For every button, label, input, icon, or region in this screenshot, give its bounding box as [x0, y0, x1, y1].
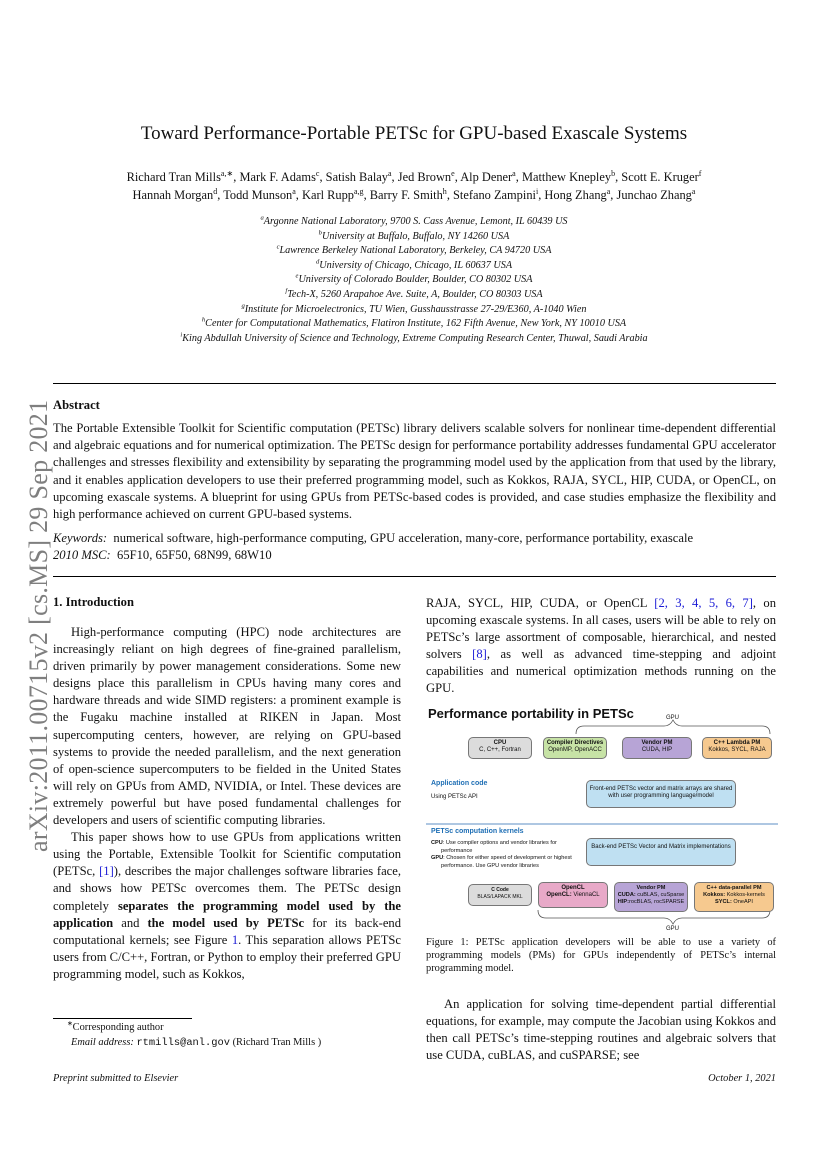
backend-box: Back-end PETSc Vector and Matrix implementations: [586, 838, 736, 866]
box-sub-label: HIP:: [617, 899, 629, 905]
email-label: Email address:: [71, 1036, 134, 1048]
author-affiliation-mark: a: [387, 168, 392, 178]
affiliation-text: Tech-X, 5260 Arapahoe Ave. Suite, A, Boulder, CO 80303 USA: [287, 288, 543, 300]
box-title: CPU: [493, 740, 507, 746]
author-name: Karl Rupp: [302, 188, 354, 202]
bold-run: the model used by PETSc: [147, 915, 305, 930]
author-affiliation-mark: d: [213, 186, 218, 196]
msc-text: 65F10, 65F50, 68N99, 68W10: [117, 548, 272, 563]
opencl-box: [538, 882, 608, 908]
app-code-sub: Using PETSc API: [431, 794, 478, 800]
affiliation-item: [90, 244, 738, 259]
box-sub: Kokkos-kernels: [725, 892, 765, 898]
abstract-top-rule: [53, 383, 776, 384]
text-run: and: [113, 915, 148, 930]
box-sub-label: OpenCL:: [546, 892, 572, 899]
affiliation-text: Institute for Microelectronics, TU Wien, Gusshausstrasse 27-29/E360, A-1040 Wien: [244, 303, 587, 315]
affiliation-mark: e: [295, 272, 299, 280]
kernels-notes: [431, 840, 581, 870]
author-name: Stefano Zampini: [453, 188, 536, 202]
keywords-label: Keywords:: [53, 531, 108, 545]
author-list: [60, 168, 768, 204]
app-code-title: Application code: [431, 780, 488, 787]
abstract-bottom-rule: [53, 576, 776, 577]
author-affiliation-mark: a: [512, 168, 516, 178]
text-run: , as well as advanced time-stepping and adjoint capabilities and numerical optimization methods running on the GPU.: [426, 647, 777, 696]
text-run: RAJA, SYCL, HIP, CUDA, or OpenCL: [426, 596, 655, 610]
intro-column-left: [53, 624, 401, 983]
box-title: Vendor PM: [641, 740, 673, 746]
kernels-title: PETSc computation kernels: [431, 828, 524, 835]
box-title: OpenCL: [561, 885, 585, 891]
author-affiliation-mark: a: [606, 186, 611, 196]
author-name: Alp Dener: [460, 170, 513, 184]
email-owner: (Richard Tran Mills ): [229, 1036, 322, 1048]
author-line-2: [60, 186, 768, 204]
cpu-box: [468, 737, 532, 759]
box-sub-label: CUDA:: [617, 892, 636, 898]
keywords-text: numerical software, high-performance computing, GPU acceleration, many-core, performance portability, exascale: [113, 531, 694, 545]
box-sub: cuBLAS, cuSparse: [635, 892, 685, 898]
note-label: CPU: [431, 840, 443, 846]
abstract-text: The Portable Extensible Toolkit for Scientific computation (PETSc) library delivers scalable solvers for nonlinear time-dependent differential and algebraic equations and for numerical optimization. The PETSc design for performance portability addresses fundamental GPU accelerator challenges and stresses flexibility and extensibility by separating the programming model used by the application from that used by the library, and it enables application developers to use their preferred programming model, such as Kokkos, RAJA, SYCL, HIP, CUDA, or OpenCL, on upcoming exascale systems. A blueprint for using GPUs from PETSc-based codes is provided, and case studies emphasize the flexibility and high performance achieved on current GPU-based systems.: [53, 421, 776, 522]
footer-left: Preprint submitted to Elsevier: [53, 1073, 179, 1084]
cpp-data-parallel-box: [694, 882, 774, 912]
affiliation-text: University of Chicago, Chicago, IL 60637 USA: [319, 259, 513, 271]
author-name: Mark F. Adams: [239, 170, 316, 184]
text-run: ), describes the major challenges software libraries face, and shows how PETSc overcomes them. The PETSc design completely: [53, 864, 401, 913]
box-sub: CUDA, HIP: [641, 747, 673, 754]
section-heading: 1. Introduction: [53, 595, 134, 609]
abstract-heading: Abstract: [53, 398, 100, 412]
c-code-box: [468, 884, 532, 906]
affiliation-item: [90, 288, 738, 303]
footer-right: October 1, 2021: [708, 1073, 776, 1084]
author-affiliation-mark: a: [691, 186, 696, 196]
affiliation-item: [90, 332, 738, 347]
author-separator: ,: [233, 170, 240, 184]
keywords-block: [53, 530, 693, 564]
intro-paragraph-4: An application for solving time-dependent partial differential equations, for example, may compute the Jacobian using Kokkos and then call PETSc’s time-stepping routines and algebraic solvers that use CUDA, cuBLAS, and cuSPARSE; see: [426, 997, 776, 1063]
affiliation-text: Center for Computational Mathematics, Flatiron Institute, 162 Fifth Avenue, New York, NY 10010 USA: [205, 318, 627, 330]
affiliation-item: [90, 215, 738, 230]
gpu-label-top: GPU: [666, 715, 680, 721]
box-title: Compiler Directives: [546, 740, 604, 746]
affiliation-mark: g: [241, 302, 245, 310]
arxiv-stamp: arXiv:2011.00715v2 [cs.MS] 29 Sep 2021: [24, 399, 53, 852]
vendor-pm-box-top: [622, 737, 692, 759]
affiliation-mark: c: [276, 243, 280, 251]
box-sub-label: Kokkos:: [703, 892, 726, 898]
author-name: Todd Munson: [223, 188, 293, 202]
box-sub: OneAPI: [731, 899, 753, 905]
author-line-1: [60, 168, 768, 186]
citation-link[interactable]: [1]: [99, 864, 114, 879]
author-affiliation-mark: e: [451, 168, 455, 178]
footnote-text: Corresponding author: [72, 1022, 164, 1033]
author-name: Matthew Knepley: [521, 170, 612, 184]
compiler-directives-box: [543, 737, 607, 759]
figure-title: Performance portability in PETSc: [428, 706, 634, 721]
box-sub: rocBLAS, rocSPARSE: [628, 899, 685, 905]
box-sub: Kokkos, SYCL, RAJA: [708, 747, 766, 754]
box-title: Vendor PM: [636, 885, 666, 891]
author-affiliation-mark: f: [698, 168, 702, 178]
note-text: : Chosen for either speed of development or highest performance. Use GPU vendor libraries: [441, 855, 572, 869]
box-sub: ViennaCL: [571, 892, 600, 899]
affiliation-list: [90, 215, 738, 346]
box-sub: BLAS/LAPACK MKL: [477, 893, 523, 900]
author-name: Junchao Zhang: [616, 188, 692, 202]
author-affiliation-mark: c: [315, 168, 320, 178]
affiliation-mark: b: [318, 229, 322, 237]
author-affiliation-mark: h: [442, 186, 447, 196]
footnote-rule: [53, 1018, 192, 1019]
bold-run: separates the programming model used by the application: [53, 898, 402, 930]
author-separator: ,: [454, 170, 461, 184]
author-separator: ,: [538, 188, 545, 202]
citation-link[interactable]: [2, 3, 4, 5, 6, 7]: [654, 596, 753, 610]
affiliation-item: [90, 317, 738, 332]
author-separator: ,: [446, 188, 454, 202]
affiliation-item: [90, 303, 738, 318]
intro-paragraph-3: [426, 595, 776, 698]
note-text: : Use compiler options and vendor libraries for performance: [441, 840, 557, 854]
author-name: Scott E. Kruger: [621, 170, 699, 184]
author-name: Satish Balay: [325, 170, 388, 184]
author-separator: ,: [610, 188, 617, 202]
box-title: C Code: [491, 887, 509, 893]
text-run: for its back-end computational kernels; see Figure: [53, 915, 401, 947]
author-name: Richard Tran Mills: [126, 170, 221, 184]
author-name: Barry F. Smith: [369, 188, 443, 202]
text-run: . This separation allows PETSc users from C/C++, Fortran, or Python to employ their preferred GPU programming model, such as Kokkos,: [53, 932, 401, 981]
figure-caption: Figure 1: PETSc application developers will be able to use a variety of programming models (PMs) for GPUs independently of PETSc’s internal programming model.: [426, 937, 776, 975]
intro-paragraph-1: High-performance computing (HPC) node architectures are increasingly reliant on high degrees of fine-grained parallelism, driven primarily by power management considerations. Some new designs place this parallelism in CPUs having many cores and hardware threads and wide SIMD registers: a prominent example is the Fugaku machine installed at RIKEN in Japan. Most supercomputing centers, however, are relying on GPU-based systems to provide the needed parallelism, and the next generation of open-science supercomputers to be fielded in the United States will rely on GPUs from AMD, NVIDIA, or Intel. These devices are extremely powerful but have posed fundamental challenges for developers and users of scientific computing libraries.: [53, 625, 401, 828]
author-separator: ,: [515, 170, 522, 184]
figure-ref-link[interactable]: 1: [231, 932, 239, 947]
affiliation-text: University of Colorado Boulder, Boulder, CO 80302 USA: [298, 274, 533, 286]
citation-link[interactable]: [8]: [472, 647, 487, 662]
author-separator: ,: [217, 188, 224, 202]
frontend-box: Front-end PETSc vector and matrix arrays are shared with user programming language/model: [586, 780, 736, 808]
box-sub: C, C++, Fortran: [479, 747, 521, 754]
affiliation-text: Argonne National Laboratory, 9700 S. Cass Avenue, Lemont, IL 60439 US: [263, 216, 568, 227]
cpp-lambda-box: [702, 737, 772, 759]
author-name: Hannah Morgan: [132, 188, 214, 202]
text-run: This paper shows how to use GPUs from applications written using the Portable, Extensible Toolkit for Scientific computation (PETSc,: [53, 830, 401, 879]
footnote-mark: ∗: [67, 1020, 73, 1028]
box-sub: OpenMP, OpenACC: [548, 747, 602, 754]
text-run: , on upcoming exascale systems. In all cases, users will be able to rely on PETSc’s large assortment of composable, hierarchical, and nested solvers: [426, 596, 777, 662]
msc-label: 2010 MSC:: [53, 548, 111, 563]
figure-1: [426, 706, 778, 934]
box-title: C++ data-parallel PM: [706, 885, 762, 891]
email-address[interactable]: rtmills@anl.gov: [136, 1036, 230, 1049]
affiliation-mark: d: [315, 258, 320, 266]
vendor-pm-box-bottom: [614, 882, 688, 912]
affiliation-item: [90, 259, 738, 274]
affiliation-item: [90, 230, 738, 245]
affiliation-mark: h: [201, 316, 206, 324]
affiliation-text: King Abdullah University of Science and Technology, Extreme Computing Research Center, Thuwal, Saudi Arabia: [182, 332, 648, 344]
author-affiliation-mark: a,g: [353, 186, 364, 196]
author-separator: ,: [363, 188, 370, 202]
paper-title: Toward Performance-Portable PETSc for GPU-based Exascale Systems: [140, 123, 688, 144]
footnote: [53, 1021, 401, 1050]
affiliation-mark: a: [260, 214, 264, 222]
box-sub-label: SYCL:: [715, 899, 732, 905]
affiliation-item: [90, 273, 738, 288]
gpu-label-bottom: GPU: [666, 926, 680, 932]
author-separator: ,: [615, 170, 622, 184]
author-affiliation-mark: i: [535, 186, 539, 196]
intro-column-right: [426, 595, 776, 698]
intro-paragraph-2: [53, 829, 401, 983]
box-title: C++ Lambda PM: [713, 740, 761, 746]
author-name: Jed Brown: [397, 170, 452, 184]
author-separator: ,: [319, 170, 326, 184]
affiliation-mark: f: [285, 287, 288, 295]
author-separator: ,: [391, 170, 398, 184]
author-separator: ,: [295, 188, 302, 202]
note-label: GPU: [431, 855, 444, 862]
affiliation-mark: i: [180, 331, 183, 339]
author-affiliation-mark: b: [611, 168, 616, 178]
affiliation-text: University at Buffalo, Buffalo, NY 14260 USA: [321, 230, 510, 242]
author-affiliation-mark: a: [292, 186, 296, 196]
author-affiliation-mark: a,∗: [220, 168, 234, 178]
author-name: Hong Zhang: [544, 188, 607, 202]
affiliation-text: Lawrence Berkeley National Laboratory, Berkeley, CA 94720 USA: [279, 245, 552, 257]
